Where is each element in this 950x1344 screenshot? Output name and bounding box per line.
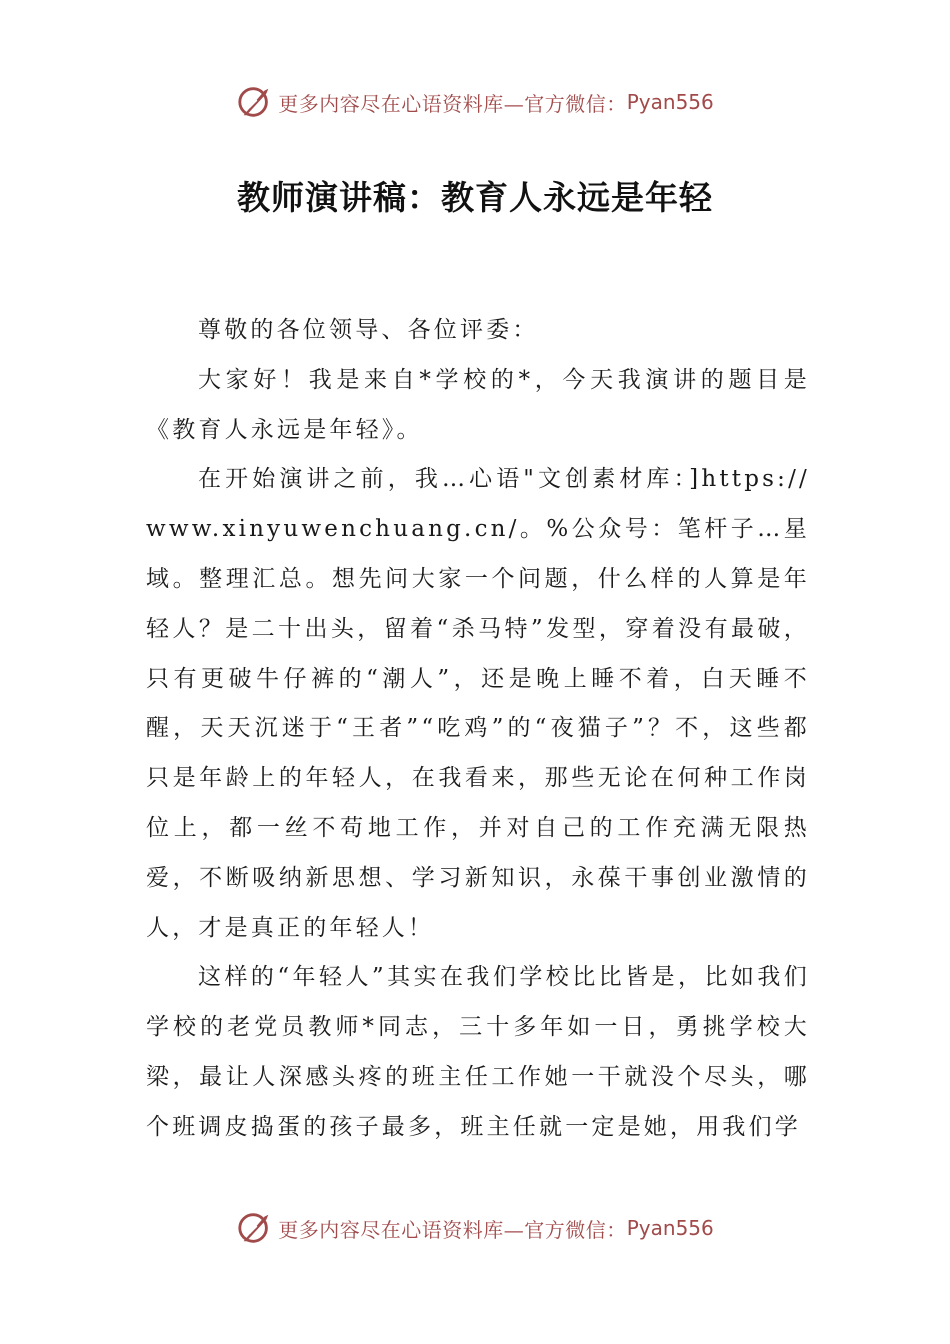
quill-pen-logo-icon [236,1209,274,1247]
paragraph-example: 这样的“年轻人”其实在我们学校比比皆是，比如我们学校的老党员教师*同志，三十多年如一日，勇挑学校大梁，最让人深感头疼的班主任工作她一干就没个尽头，哪个班调皮捣蛋的孩子最多，班主任就一定是她，用我们学 [146,964,810,1140]
footer-watermark-banner [0,1208,950,1248]
paragraph-greeting: 大家好！我是来自*学校的*，今天我演讲的题目是《教育人永远是年轻》。 [146,366,810,443]
paragraph-salutation: 尊敬的各位领导、各位评委： [198,317,539,343]
header-watermark-banner [0,82,950,122]
banner-text: 更多内容尽在心语资料库—官方微信： [278,91,627,116]
document-body [146,306,810,1153]
paragraph-question: 在开始演讲之前，我…心语"文创素材库：]https://www.xinyuwenchuang.cn/。%公众号：笔杆子…星域。整理汇总。想先问大家一个问题，什么样的人算是年轻人？是二十出头，留着“杀马特”发型，穿着没有最破，只有更破牛仔裤的“潮人”，还是晚上睡不着，白天睡不醒，天天沉迷于“王者”“吃鸡”的“夜猫子”？不，这些都只是年龄上的年轻人，在我看来，那些无论在何种工作岗位上，都一丝不苟地工作，并对自己的工作充满无限热爱，不断吸纳新思想、学习新知识，永葆干事创业激情的人，才是真正的年轻人！ [146,466,810,941]
banner-wechat-id: Pyan556 [626,90,714,114]
banner-text: 更多内容尽在心语资料库—官方微信： [278,1217,627,1242]
banner-wechat-id: Pyan556 [626,1216,714,1240]
quill-pen-logo-icon [236,83,274,121]
page-title: 教师演讲稿：教育人永远是年轻 [237,178,713,217]
